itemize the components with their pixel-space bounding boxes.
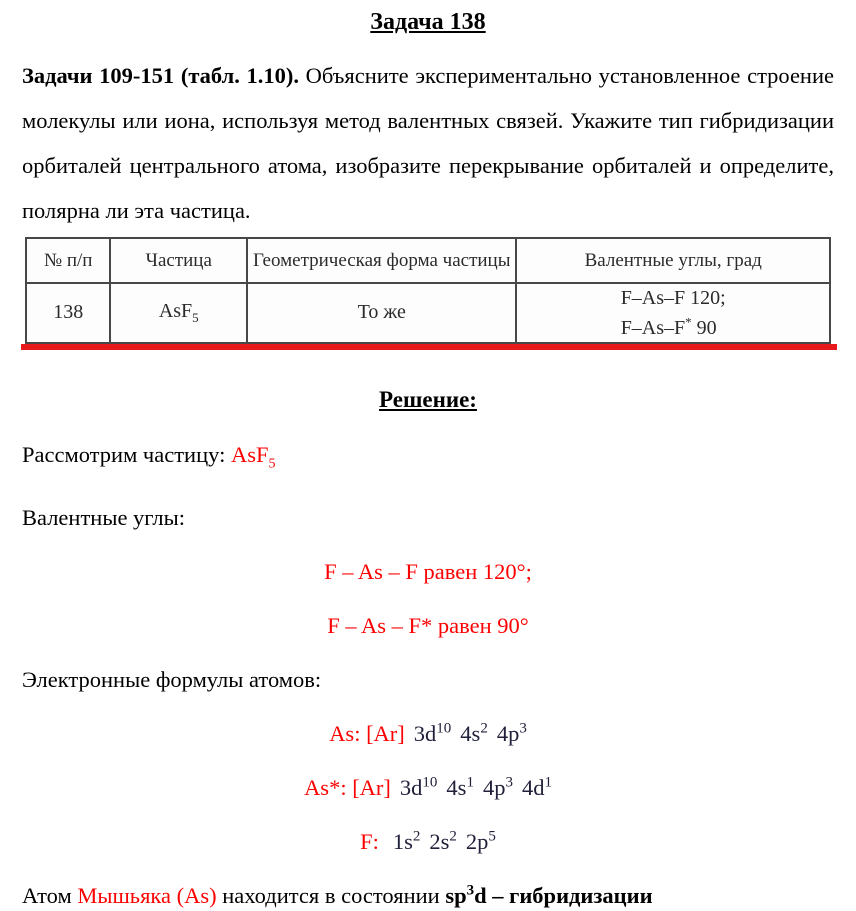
config-as-term-1 [414, 721, 452, 746]
config-as-term-3 [497, 721, 527, 746]
angles-label: Валентные углы: [22, 505, 185, 531]
configs-label: Электронные формулы атомов: [22, 667, 322, 693]
term-sup: 2 [412, 828, 421, 845]
config-as-excited-term-4 [522, 775, 552, 800]
solution-heading-text: Решение: [379, 386, 477, 412]
table-header-row [26, 238, 830, 283]
term-base: 4s [460, 721, 481, 747]
term-sup: 10 [436, 720, 452, 737]
config-as-prefix: As: [Ar] [329, 721, 405, 747]
term-sup: 3 [505, 774, 513, 791]
term-base: 2p [465, 829, 489, 855]
document-page [0, 6, 856, 909]
final-red: Мышьяка (As) [77, 883, 217, 909]
final-pre: Атом [22, 883, 78, 909]
config-as [22, 719, 834, 749]
term-sup: 2 [449, 828, 457, 845]
config-f-prefix: F: [360, 829, 379, 855]
table-row [26, 283, 830, 343]
cell-shape: То же [247, 283, 516, 343]
particle-formula-sub: 5 [192, 309, 199, 325]
term-base: 4p [496, 721, 520, 747]
solution-heading [0, 384, 856, 416]
term-sup: 2 [480, 720, 488, 737]
term-base: 3d [399, 775, 423, 801]
final-bold-base: sp [445, 883, 467, 909]
angle-value-2-rest: 90 [691, 316, 717, 339]
config-as-excited-term-2 [446, 775, 474, 800]
header-cell-angles: Валентные углы, град [516, 238, 830, 283]
consider-particle-sub: 5 [268, 456, 276, 472]
final-bold [445, 883, 652, 908]
cell-angles [516, 283, 830, 343]
consider-label: Рассмотрим частицу: [22, 441, 231, 467]
task-table [25, 237, 831, 344]
term-base: 4d [521, 775, 545, 801]
consider-line [22, 440, 834, 480]
term-base: 2s [429, 829, 450, 855]
final-bold-rest: d – гибридизации [474, 883, 653, 909]
red-underline [21, 344, 837, 350]
term-base: 4p [482, 775, 506, 801]
final-mid: находится в состоянии [216, 883, 446, 909]
angle-line-2: F – As – F* равен 90° [327, 613, 529, 639]
angles-block [621, 286, 726, 340]
angle-value-2-base: F–As–F [620, 316, 686, 339]
task-paragraph-bold: Задачи 109-151 (табл. 1.10). [22, 63, 299, 88]
config-as-excited-prefix: As*: [Ar] [304, 775, 391, 801]
term-sup: 3 [519, 720, 527, 737]
term-sup: 1 [466, 774, 474, 791]
angle-value-2 [620, 314, 717, 339]
config-f [22, 827, 834, 857]
angle-value-2-sup: * [685, 314, 692, 329]
config-as-excited-term-1 [400, 775, 438, 800]
cell-number: 138 [26, 283, 110, 343]
term-sup: 1 [544, 774, 552, 791]
page-title [0, 6, 856, 38]
term-base: 3d [413, 721, 437, 747]
header-cell-number: № п/п [26, 238, 110, 283]
consider-particle [230, 441, 276, 472]
term-sup: 5 [488, 828, 496, 845]
final-line [22, 881, 834, 911]
term-base: 1s [392, 829, 413, 855]
angle-value-1: F–As–F 120; [620, 287, 726, 309]
term-base: 4s [446, 775, 467, 801]
particle-formula-base: AsF [158, 299, 193, 322]
config-as-term-2 [460, 721, 488, 746]
task-paragraph-rest: Объясните экспериментально установленное строение молекулы или иона, используя метод валентных связей. Укажите тип гибридизации орбиталей центрального атома, изобразите перекрывание орбиталей и определите, полярна ли эта частица. [22, 63, 835, 223]
config-f-term-2 [429, 829, 457, 854]
config-as-excited [22, 773, 834, 803]
task-paragraph [22, 53, 834, 233]
config-as-excited-term-3 [483, 775, 513, 800]
cell-particle [110, 283, 247, 343]
consider-particle-base: AsF [230, 441, 269, 467]
final-bold-sup: 3 [466, 882, 475, 899]
header-cell-particle: Частица [110, 238, 247, 283]
angle-line-1: F – As – F равен 120°; [324, 559, 532, 585]
config-f-term-3 [466, 829, 496, 854]
config-f-term-1 [393, 829, 421, 854]
page-title-text: Задача 138 [370, 9, 486, 35]
term-sup: 10 [422, 774, 438, 791]
header-cell-shape: Геометрическая форма частицы [247, 238, 516, 283]
